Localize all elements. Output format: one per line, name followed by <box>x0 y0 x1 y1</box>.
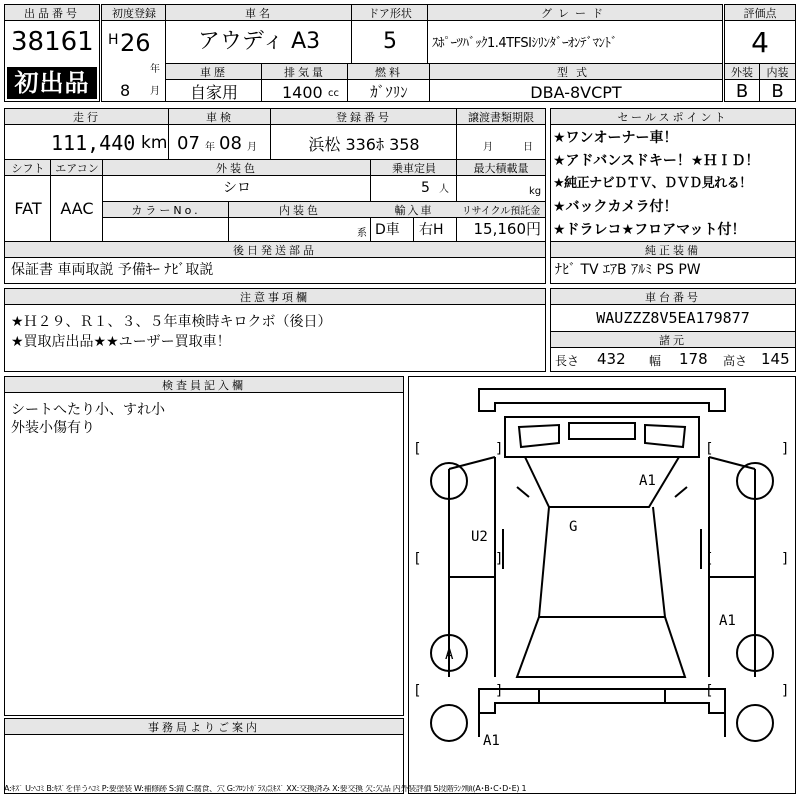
plate-label: 登録番号 <box>271 109 457 125</box>
inspector-note: シートへたり小、すれ小 <box>11 402 165 418</box>
color-no-label: カラーNo. <box>103 202 229 218</box>
model-label: 型式 <box>430 64 722 80</box>
score-box <box>724 4 796 102</box>
bracket-mark: [ <box>413 551 422 567</box>
sales-point: ★アドバンスドキー！★ＨＩＤ！ <box>553 153 760 169</box>
ac-label: エアコン <box>51 160 103 176</box>
mileage: 111,440 <box>51 131 136 155</box>
interior-label: 内装 <box>760 64 795 80</box>
model: DBA-8VCPT <box>530 83 622 102</box>
int-color-label: 内装色 <box>229 202 371 218</box>
inspection-label: 車検 <box>169 109 271 125</box>
bracket-mark: ] <box>781 683 790 699</box>
capacity: 5 <box>421 180 430 196</box>
year-unit: 年 <box>150 64 160 75</box>
ac: AAC <box>60 199 94 218</box>
grade: ｽﾎﾟｰﾂﾊﾞｯｸ1.4TFSIｼﾘﾝﾀﾞｰｵﾝﾃﾞﾏﾝﾄﾞ <box>432 36 617 51</box>
equip-label: 純正装備 <box>551 242 795 258</box>
recycle-fee: 15,160円 <box>473 220 541 238</box>
details-box <box>4 108 546 284</box>
exterior-label: 外装 <box>725 64 759 80</box>
sales-label: セールスポイント <box>551 109 795 125</box>
height: 145 <box>761 350 790 368</box>
bracket-mark: ] <box>495 551 504 567</box>
interior-grade: B <box>771 81 784 102</box>
damage-mark: A1 <box>483 733 500 749</box>
ext-color: シロ <box>223 180 251 196</box>
mileage-unit: km <box>141 133 168 153</box>
damage-mark: A1 <box>639 473 656 489</box>
caution-box <box>4 288 546 372</box>
width: 178 <box>679 350 708 368</box>
office-box <box>4 718 404 794</box>
month-unit: 月 <box>150 86 160 97</box>
damage-diagram <box>408 376 796 794</box>
plate-number: 浜松 336ﾎ 358 <box>308 135 420 154</box>
mileage-label: 走行 <box>5 109 169 125</box>
bracket-mark: [ <box>705 441 714 457</box>
inspection-month-unit: 月 <box>247 142 257 153</box>
damage-mark: U2 <box>471 529 488 545</box>
import-label: 輸入車 <box>371 202 457 218</box>
vehicle-info-box <box>101 4 723 102</box>
legend-footer: A:ｷｽﾞ U:ﾍｺﾐ B:ｷｽﾞを伴うﾍｺﾐ P:要塗装 W:補修跡 S:錆 C:腐食、穴 G:ﾌﾛﾝﾄｶﾞﾗｽ点ｷｽﾞ XX:交換済み X:要交換 欠:欠品 内外装評価 5段階ﾗﾝｸ順(A･B･C･D･E) 1 <box>4 785 527 793</box>
handle-side: 右H <box>419 222 444 238</box>
grade-label: グレード <box>428 5 722 21</box>
caution-line: ★買取店出品★★ユーザー買取車！ <box>11 334 231 350</box>
sales-point: ★ワンオーナー車！ <box>553 130 678 146</box>
later-parts: 保証書 車両取説 予備ｷｰ ﾅﾋﾞ取説 <box>11 262 214 278</box>
ext-color-label: 外装色 <box>103 160 371 176</box>
first-reg-month: 8 <box>120 81 131 100</box>
score: 4 <box>751 26 769 59</box>
damage-mark: A <box>445 647 454 663</box>
inspection-year-unit: 年 <box>205 142 215 153</box>
shift: FAT <box>14 199 42 218</box>
first-listing-badge: 初出品 <box>7 67 97 99</box>
era: H <box>108 32 119 48</box>
score-label: 評価点 <box>725 5 795 21</box>
import-type: D車 <box>375 222 400 238</box>
lot-number-box <box>4 4 100 102</box>
bracket-mark: ] <box>495 683 504 699</box>
first-reg-label: 初度登録 <box>102 5 166 21</box>
chassis-box <box>550 288 796 372</box>
later-label: 後日発送部品 <box>5 242 545 258</box>
caution-label: 注意事項欄 <box>5 289 545 305</box>
inspector-label: 検査員記入欄 <box>5 377 403 393</box>
history: 自家用 <box>189 83 238 102</box>
load-unit: kg <box>529 186 542 197</box>
int-color-suffix: 系 <box>357 228 367 239</box>
car-name: アウディ A3 <box>197 29 321 54</box>
first-reg-year: 26 <box>120 29 151 57</box>
office-label: 事務局よりご案内 <box>5 719 403 735</box>
specs-label: 諸元 <box>551 332 795 348</box>
inspector-box <box>4 376 404 716</box>
bracket-mark: [ <box>705 551 714 567</box>
sales-box <box>550 108 796 284</box>
load-label: 最大積載量 <box>457 160 545 176</box>
car-diagram <box>409 377 795 793</box>
transfer-month: 月 <box>483 142 493 153</box>
fuel: ｶﾞｿﾘﾝ <box>370 83 408 101</box>
car-name-label: 車名 <box>166 5 352 21</box>
length-label: 長さ <box>555 354 580 368</box>
standard-equipment: ﾅﾋﾞ TV ｴｱB ｱﾙﾐ PS PW <box>555 262 701 278</box>
transfer-label: 譲渡書類期限 <box>457 109 545 125</box>
sales-point: ★純正ナビＤＴＶ、ＤＶＤ見れる！ <box>553 176 752 191</box>
history-label: 車歴 <box>166 64 262 80</box>
inspection-year: 07 <box>177 133 200 154</box>
displacement-label: 排気量 <box>262 64 348 80</box>
bracket-mark: ] <box>781 551 790 567</box>
lot-number-label: 出品番号 <box>5 5 99 21</box>
exterior-grade: B <box>735 81 749 102</box>
width-label: 幅 <box>649 354 662 368</box>
door-count: 5 <box>383 29 397 54</box>
shift-label: シフト <box>5 160 51 176</box>
damage-mark: A1 <box>719 613 736 629</box>
fuel-label: 燃料 <box>348 64 430 80</box>
inspector-note: 外装小傷有り <box>11 420 95 436</box>
height-label: 高さ <box>723 354 748 368</box>
inspection-month: 08 <box>219 133 242 154</box>
length: 432 <box>597 350 626 368</box>
bracket-mark: [ <box>413 683 422 699</box>
damage-mark: G <box>569 519 578 535</box>
bracket-mark: [ <box>413 441 422 457</box>
capacity-label: 乗車定員 <box>371 160 457 176</box>
transfer-day: 日 <box>523 142 533 153</box>
sales-point: ★ドラレコ★フロアマット付！ <box>553 222 746 238</box>
chassis-number: WAUZZZ8V5EA179877 <box>596 309 750 327</box>
recycle-label: リサイクル預託金 <box>457 202 545 218</box>
capacity-unit: 人 <box>439 184 449 195</box>
sales-point: ★バックカメラ付！ <box>553 199 678 215</box>
bracket-mark: ] <box>495 441 504 457</box>
door-label: ドア形状 <box>352 5 428 21</box>
caution-line: ★Ｈ２９、Ｒ１、３、５年車検時キロクボ（後日） <box>11 314 332 330</box>
bracket-mark: ] <box>781 441 790 457</box>
displacement-unit: cc <box>328 88 339 99</box>
displacement: 1400 <box>282 83 323 102</box>
lot-number: 38161 <box>11 27 94 57</box>
chassis-label: 車台番号 <box>551 289 795 305</box>
bracket-mark: [ <box>705 683 714 699</box>
